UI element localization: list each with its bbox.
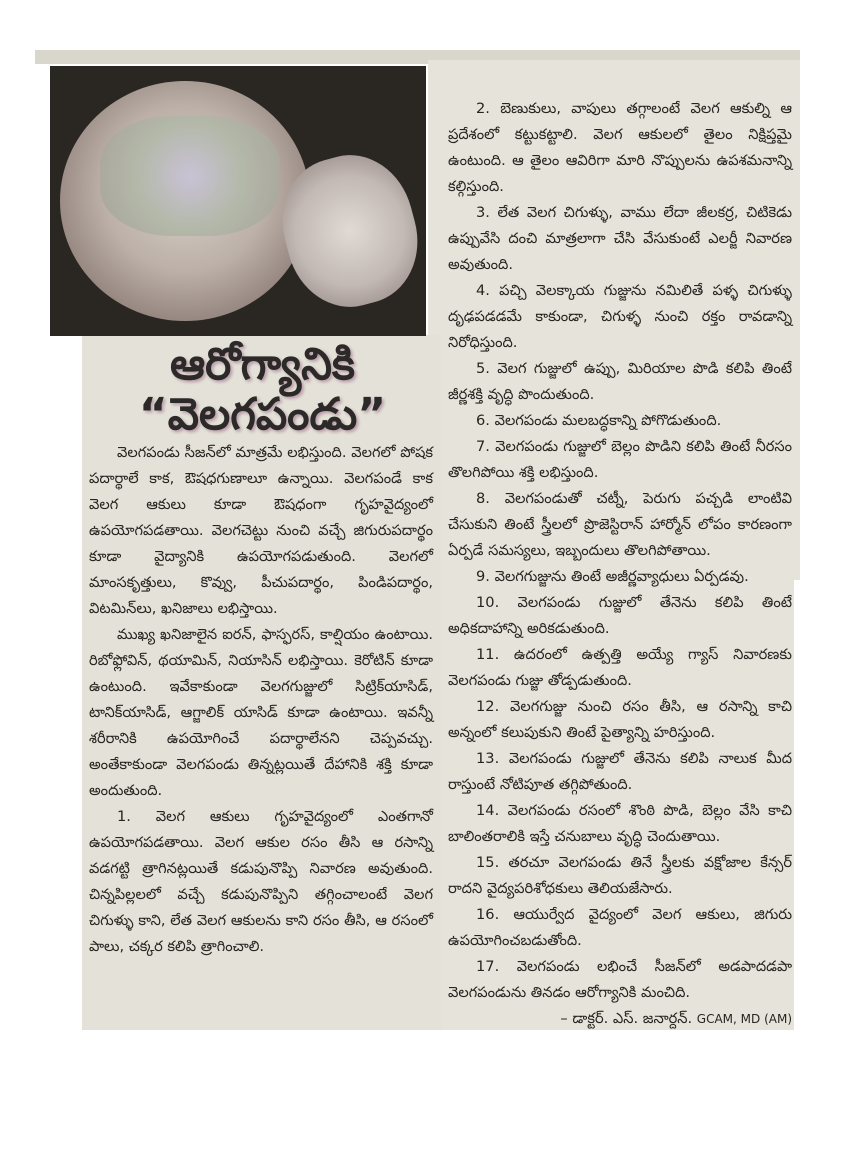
author-degree: GCAM, MD (AM) (696, 1012, 792, 1026)
list-item: 7. వెలగపండు గుజ్జులో బెల్లం పొడిని కలిపి తింటే నీరసం తొలగిపోయి శక్తి లభిస్తుంది. (448, 438, 792, 481)
list-item: 8. వెలగపండుతో చట్నీ, పెరుగు పచ్చడి లాంటివి చేసుకుని తింటే స్త్రీలలో ప్రొజెస్టిరాన్ హార్మోన్ లోపం కారణంగా ఏర్పడే సమస్యలు, ఇబ్బందులు తొలగిపోతాయి. (448, 490, 792, 559)
wood-apple-half (60, 81, 310, 321)
list-item: 4. పచ్చి వెలక్కాయ గుజ్జును నమిలితే పళ్ళ చిగుళ్ళు దృఢపడడమే కాకుండా, చిగుళ్ళ నుంచి రక్తం రావడాన్ని నిరోధిస్తుంది. (448, 282, 792, 351)
article-column-left (89, 440, 433, 960)
list-item: 6. వెలగపండు మలబద్ధకాన్ని పోగొడుతుంది. (476, 412, 722, 429)
article-column-right (448, 96, 792, 1032)
wood-apple-photo (50, 66, 426, 336)
list-item: 17. వెలగపండు లభించే సీజన్‌లో అడపాదడపా వెలగపండును తినడం ఆరోగ్యానికి మంచిది. (448, 958, 792, 1001)
list-item: 13. వెలగపండు గుజ్జులో తేనెను కలిపి నాలుక మీద రాస్తుంటే నోటిపూత తగ్గిపోతుంది. (448, 750, 792, 793)
title-line: “వెలగపండు” (138, 389, 387, 440)
list-item: 12. వెలగగుజ్జు నుంచి రసం తీసి, ఆ రసాన్ని కాచి అన్నంలో కలుపుకుని తింటే పైత్యాన్ని హరిస్తుంది. (448, 698, 792, 741)
list-item: 16. ఆయుర్వేద వైద్యంలో వెలగ ఆకులు, జిగురు ఉపయోగించబడుతోంది. (448, 906, 792, 949)
author-signature (448, 1006, 792, 1032)
list-item: 5. వెలగ గుజ్జులో ఉప్పు, మిరియాల పొడి కలిపి తింటే జీర్ణశక్తి వృద్ధి పొందుతుంది. (448, 360, 792, 403)
list-item: 15. తరచూ వెలగపండు తినే స్త్రీలకు వక్షోజాల కేన్సర్ రాదని వైద్యపరిశోధకులు తెలియజేసారు. (448, 854, 792, 897)
author-name: – డాక్టర్. ఎస్. జనార్దన్. (560, 1010, 693, 1027)
list-item: 1. వెలగ ఆకులు గృహవైద్యంలో ఎంతగానో ఉపయోగపడతాయి. వెలగ ఆకుల రసం తీసి ఆ రసాన్ని వడగట్టి త్రాగినట్లయితే కడుపునొప్పి నివారణ అవుతుంది. చిన్నపిల్లలలో వచ్చే కడుపునొప్పిని తగ్గించాలంటే వెలగ చిగుళ్ళు కాని, లేత వెలగ ఆకులను కాని రసం తీసి, ఆ రసంలో పాలు, చక్కర కలిపి త్రాగించాలి. (89, 808, 433, 955)
list-item: 9. వెలగగుజ్జును తింటే అజీర్ణవ్యాధులు ఏర్పడవు. (476, 568, 749, 585)
list-item: 11. ఉదరంలో ఉత్పత్తి అయ్యే గ్యాస్ నివారణకు వెలగపండు గుజ్జు తోడ్పడుతుంది. (448, 646, 792, 689)
article-title (85, 340, 440, 440)
paragraph: వెలగపండు సీజన్‌లో మాత్రమే లభిస్తుంది. వెలగలో పోషక పదార్థాలే కాక, ఔషధగుణాలూ ఉన్నాయి. వెలగపండే కాక వెలగ ఆకులు కూడా ఔషధంగా గృహవైద్యంలో ఉపయోగపడతాయి. వెలగచెట్టు నుంచి వచ్చే జిగురుపదార్థం కూడా వైద్యానికి ఉపయోగపడుతుంది. వెలగలో మాంసకృత్తులు, కొవ్వు, పీచుపదార్థం, పిండిపదార్థం, విటమిన్‌లు, ఖనిజాలు లభిస్తాయి. (89, 444, 433, 617)
list-item: 14. వెలగపండు రసంలో శొంఠి పొడి, బెల్లం వేసి కాచి బాలింతరాలికి ఇస్తే చనుబాలు వృద్ధి చెందుతాయి. (448, 802, 792, 845)
list-item: 10. వెలగపండు గుజ్జులో తేనెను కలిపి తింటే అధికదాహాన్ని అరికడుతుంది. (448, 594, 792, 637)
paragraph: ముఖ్య ఖనిజాలైన ఐరన్, ఫాస్ఫరస్, కాల్షియం ఉంటాయి. రిబోఫ్లోవిన్, థయామిన్, నియాసిన్ లభిస్తాయి. కెరోటిన్ కూడా ఉంటుంది. ఇవేకాకుండా వెలగగుజ్జులో సిట్రిక్‌యాసిడ్, టానిక్‌యాసిడ్, ఆగ్జాలిక్ యాసిడ్ కూడా ఉంటాయి. ఇవన్నీ శరీరానికి ఉపయోగించే పదార్థాలేనని చెప్పవచ్చు. అంతేకాకుండా వెలగపండు తిన్నట్లయితే దేహానికి శక్తి కూడా అందుతుంది. (89, 626, 433, 799)
title-line: ఆరోగ్యానికి (170, 339, 355, 390)
list-item: 2. బెణుకులు, వాపులు తగ్గాలంటే వెలగ ఆకుల్ని ఆ ప్రదేశంలో కట్టుకట్టాలి. వెలగ ఆకులలో తైలం నిక్షిప్తమై ఉంటుంది. ఆ తైలం ఆవిరిగా మారి నొప్పులను ఉపశమనాన్ని కల్గిస్తుంది. (448, 100, 792, 195)
list-item: 3. లేత వెలగ చిగుళ్ళు, వాము లేదా జీలకర్ర, చిటికెడు ఉప్పువేసి దంచి మాత్రలాగా చేసి వేసుకుంటే ఎలర్జీ నివారణ అవుతుంది. (448, 204, 792, 273)
